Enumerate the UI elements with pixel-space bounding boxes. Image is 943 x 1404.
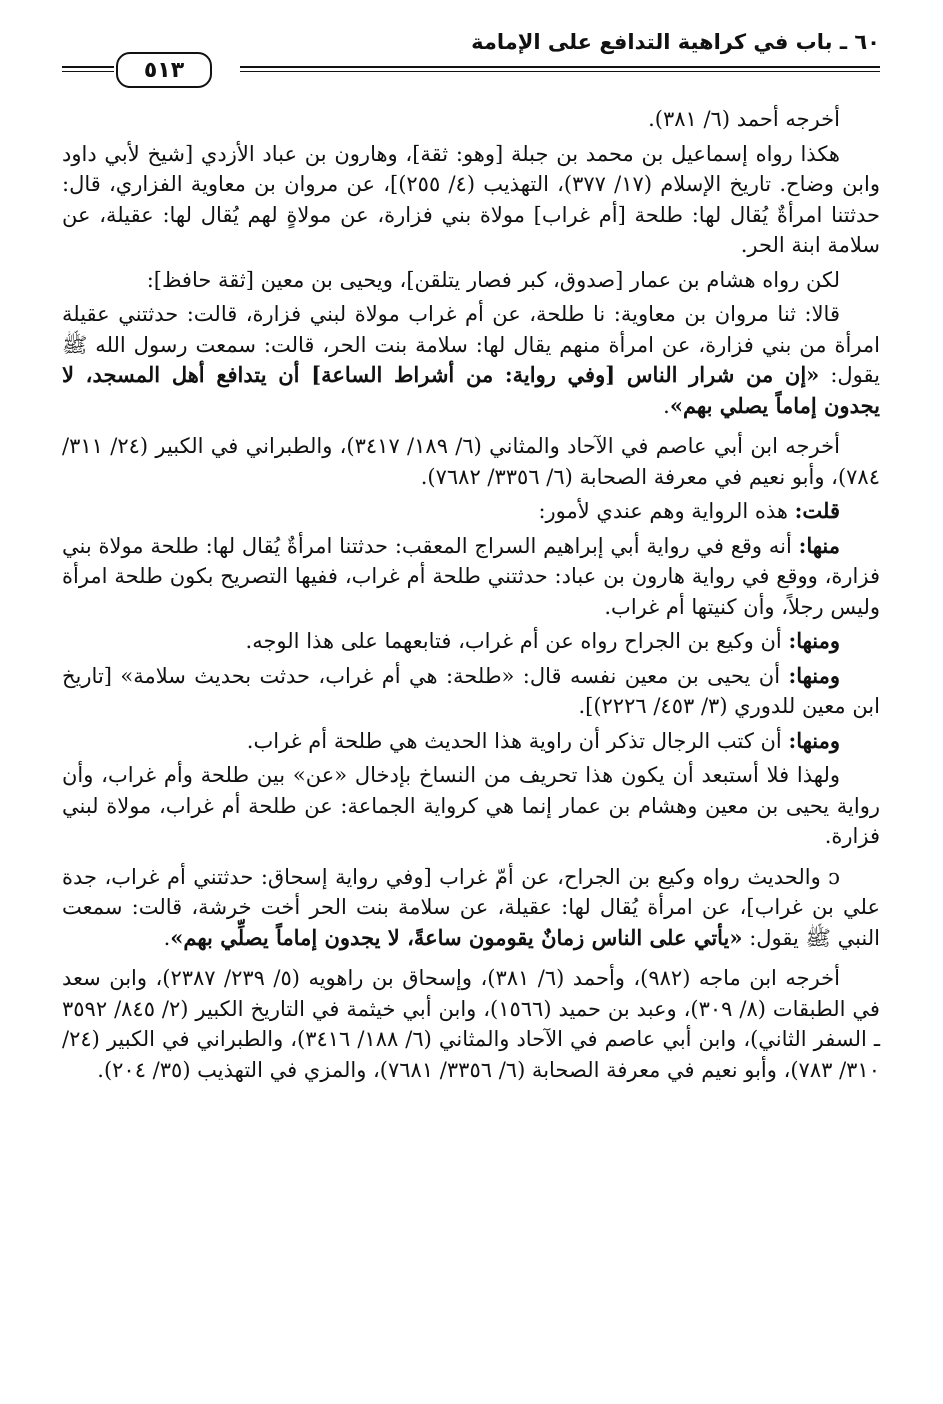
punct: . [163, 925, 171, 950]
page-number-badge: ٥١٣ [116, 52, 212, 88]
punct: . [663, 393, 670, 418]
paragraph-10 [62, 726, 880, 757]
header-rule [240, 66, 880, 72]
paragraph-4 [62, 299, 880, 421]
paragraph-11: ولهذا فلا أستبعد أن يكون هذا تحريف من النساخ بإدخال «عن» بين طلحة وأم غراب، وأن رواية يحيى بن معين وهشام بن عمار إنما هي كرواية الجماعة: عن طلحة أم غراب، مولاة لبني فزارة. [62, 763, 880, 848]
hadith-text: «يأتي على الناس زمانٌ يقومون ساعةً، لا يجدون إماماً يصلِّي بهم» [170, 924, 743, 950]
point-text: أنه وقع في رواية أبي إبراهيم السراج المعقب: حدثتنا امرأةٌ يُقال لها: طلحة مولاة بني فزارة، ووقع في رواية هارون بن عباد: حدثتني طلحة أم غراب، ففيها التصريح بكون طلحة امرأة وليس رجلاً، وأن كنيتها أم غراب. [62, 533, 880, 619]
paragraph-6 [62, 496, 880, 527]
paragraph-1: أخرجه أحمد (٦/ ٣٨١). [648, 107, 840, 131]
note-label: قلت: [794, 498, 840, 523]
page-header [62, 30, 880, 86]
page-body [62, 104, 880, 1089]
point-label: ومنها: [788, 727, 840, 753]
badge-rule [62, 66, 114, 72]
note-text: هذه الرواية وهم عندي لأمور: [538, 499, 795, 523]
point-label: ومنها: [788, 662, 840, 688]
paragraph-13: أخرجه ابن ماجه (٩٨٢)، وأحمد (٦/ ٣٨١)، وإسحاق بن راهويه (٥/ ٢٣٩/ ٢٣٨٧)، وابن سعد في الطبقات (٨/ ٣٠٩)، وعبد بن حميد (١٥٦٦)، وابن أبي خيثمة في التاريخ الكبير (٢/ ٨٤٥/ ٣٥٩٢ ـ السفر الثاني)، وابن أبي عاصم في الآحاد والمثاني (٦/ ١٨٨/ ٣٤١٦)، والطبراني في الكبير (٢٤/ ٣١٠/ ٧٨٣)، وأبو نعيم في معرفة الصحابة (٦/ ٣٣٥٦/ ٧٦٨١)، والمزي في التهذيب (٣٥/ ٢٠٤). [62, 966, 880, 1082]
paragraph-9 [62, 661, 880, 722]
paragraph-3: لكن رواه هشام بن عمار [صدوق، كبر فصار يتلقن]، ويحيى بن معين [ثقة حافظ]: [146, 267, 840, 292]
paragraph-12 [62, 862, 880, 954]
point-text: أن يحيى بن معين نفسه قال: «طلحة: هي أم غراب، حدثت بحديث سلامة» [تاريخ ابن معين للدوري (٣/ ٤٥٣/ ٢٢٢٦)]. [62, 663, 880, 718]
paragraph-5: أخرجه ابن أبي عاصم في الآحاد والمثاني (٦/ ١٨٩/ ٣٤١٧)، والطبراني في الكبير (٢٤/ ٣١١/ ٧٨٤)، وأبو نعيم في معرفة الصحابة (٦/ ٣٣٥٦/ ٧٦٨٢). [62, 434, 880, 489]
narration-text: قالا: ثنا مروان بن معاوية: نا طلحة، عن أم غراب مولاة لبني فزارة، قالت: حدثتني عقيلة امرأة من بني فزارة، عن امرأة منهم يقال لها: سلامة بنت الحر، قالت: سمعت رسول الله ﷺ يقول: [62, 302, 880, 387]
paragraph-2: هكذا رواه إسماعيل بن محمد بن جبلة [وهو: ثقة]، وهارون بن عباد الأزدي [شيخ لأبي داود وابن وضاح. تاريخ الإسلام (١٧/ ٣٧٧)، التهذيب (٤/ ٢٥٥)]، عن مروان بن معاوية الفزاري، قال: حدثتنا امرأةٌ يُقال لها: طلحة [أم غراب] مولاة بني فزارة، عن مولاةٍ لهم يُقال لها: عقيلة، عن سلامة ابنة الحر. [62, 141, 880, 257]
point-text: أن وكيع بن الجراح رواه عن أم غراب، فتابعهما على هذا الوجه. [245, 629, 789, 653]
point-text: أن كتب الرجال تذكر أن راوية هذا الحديث هي طلحة أم غراب. [246, 728, 789, 753]
point-label: ومنها: [788, 628, 840, 653]
point-label: منها: [798, 532, 840, 558]
hadith-text: «إن من شرار الناس [وفي رواية: من أشراط الساعة] أن يتدافع أهل المسجد، لا يجدون إماماً يصلي بهم» [62, 362, 880, 418]
paragraph-8 [62, 626, 880, 657]
paragraph-7 [62, 531, 880, 623]
narration-text: ᴐ والحديث رواه وكيع بن الجراح، عن أمّ غراب [وفي رواية إسحاق: حدثتني أم غراب، جدة علي بن غراب]، عن امرأة يُقال لها: عقيلة، عن سلامة بنت الحر أخت خرشة، قالت: سمعت النبي ﷺ يقول: [62, 864, 880, 950]
chapter-title: ٦٠ ـ باب في كراهية التدافع على الإمامة [471, 30, 880, 54]
